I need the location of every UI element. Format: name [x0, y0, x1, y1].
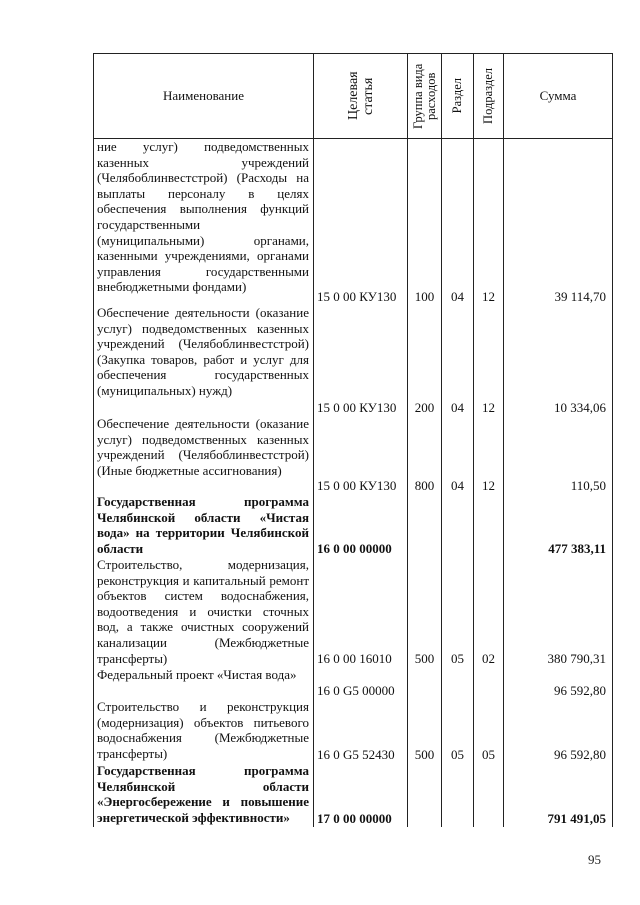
table-row	[94, 557, 612, 667]
row-sum: 110,50	[570, 478, 606, 494]
table-header	[94, 53, 612, 139]
row-group: 200	[408, 305, 442, 416]
row-sum: 477 383,11	[548, 541, 606, 557]
row-subsection: 12	[474, 416, 504, 494]
budget-table	[93, 53, 613, 827]
row-subsection: 12	[474, 305, 504, 416]
row-section: 04	[442, 139, 474, 305]
row-section	[442, 494, 474, 557]
row-group: 500	[408, 557, 442, 667]
row-group: 100	[408, 139, 442, 305]
row-sum: 39 114,70	[554, 289, 606, 305]
header-section: Раздел	[442, 54, 474, 138]
row-section: 05	[442, 557, 474, 667]
header-code: Целевая статья	[314, 54, 408, 138]
row-code: 16 0 00 00000	[314, 494, 408, 557]
table-row	[94, 667, 612, 699]
table-row	[94, 494, 612, 557]
row-code: 16 0 00 16010	[314, 557, 408, 667]
row-name: Государственная программа Челябинской области «Чистая вода» на территории Челябинской области	[94, 494, 314, 557]
row-group: 500	[408, 699, 442, 763]
row-section	[442, 763, 474, 827]
row-sum: 96 592,80	[554, 747, 606, 763]
header-group: Группа вида расходов	[408, 54, 442, 138]
row-name: Федеральный проект «Чистая вода»	[94, 667, 314, 699]
row-section: 04	[442, 305, 474, 416]
row-name: Строительство, модернизация, реконструкция и капитальный ремонт объектов систем водоснабжения, водоотведения и очистки сточных вод, а также очистных сооружений канализации (Межбюджетные трансферты)	[94, 557, 314, 667]
row-code: 17 0 00 00000	[314, 763, 408, 827]
row-group: 800	[408, 416, 442, 494]
row-code: 15 0 00 КУ130	[314, 139, 408, 305]
row-code: 15 0 00 КУ130	[314, 416, 408, 494]
page-number: 95	[588, 852, 601, 867]
row-section	[442, 667, 474, 699]
row-name: Обеспечение деятельности (оказание услуг) подведомственных казенных учреждений (Челябоблинвестстрой) (Иные бюджетные ассигнования)	[94, 416, 314, 494]
table-row	[94, 139, 612, 305]
row-name: Обеспечение деятельности (оказание услуг) подведомственных казенных учреждений (Челябоблинвестстрой) (Закупка товаров, работ и услуг для обеспечения государственных (муниципальных) нужд)	[94, 305, 314, 416]
row-sum: 96 592,80	[554, 683, 606, 699]
row-subsection: 05	[474, 699, 504, 763]
row-subsection	[474, 667, 504, 699]
row-sum: 380 790,31	[547, 651, 606, 667]
row-section: 05	[442, 699, 474, 763]
row-code: 16 0 G5 52430	[314, 699, 408, 763]
table-row	[94, 763, 612, 827]
row-code: 15 0 00 КУ130	[314, 305, 408, 416]
table-row	[94, 305, 612, 416]
row-name: Государственная программа Челябинской области «Энергосбережение и повышение энергетической эффективности»	[94, 763, 314, 827]
header-subsection: Подраздел	[474, 54, 504, 138]
row-group	[408, 667, 442, 699]
row-subsection: 12	[474, 139, 504, 305]
row-subsection: 02	[474, 557, 504, 667]
row-sum: 10 334,06	[554, 400, 606, 416]
row-section: 04	[442, 416, 474, 494]
row-group	[408, 494, 442, 557]
row-sum: 791 491,05	[547, 811, 606, 827]
row-subsection	[474, 763, 504, 827]
table-body	[94, 139, 612, 827]
row-group	[408, 763, 442, 827]
row-code: 16 0 G5 00000	[314, 667, 408, 699]
header-sum: Сумма	[539, 88, 577, 103]
row-subsection	[474, 494, 504, 557]
table-row	[94, 699, 612, 763]
header-name: Наименование	[94, 54, 314, 138]
table-row	[94, 416, 612, 494]
row-name: Строительство и реконструкция (модернизация) объектов питьевого водоснабжения (Межбюджетные трансферты)	[94, 699, 314, 763]
row-name: ние услуг) подведомственных казенных учреждений (Челябоблинвестстрой) (Расходы на выплаты персоналу в целях обеспечения выполнения функций государственными (муниципальными) органами, казенными учреждениями, органами управления государственными внебюджетными фондами)	[94, 139, 314, 305]
